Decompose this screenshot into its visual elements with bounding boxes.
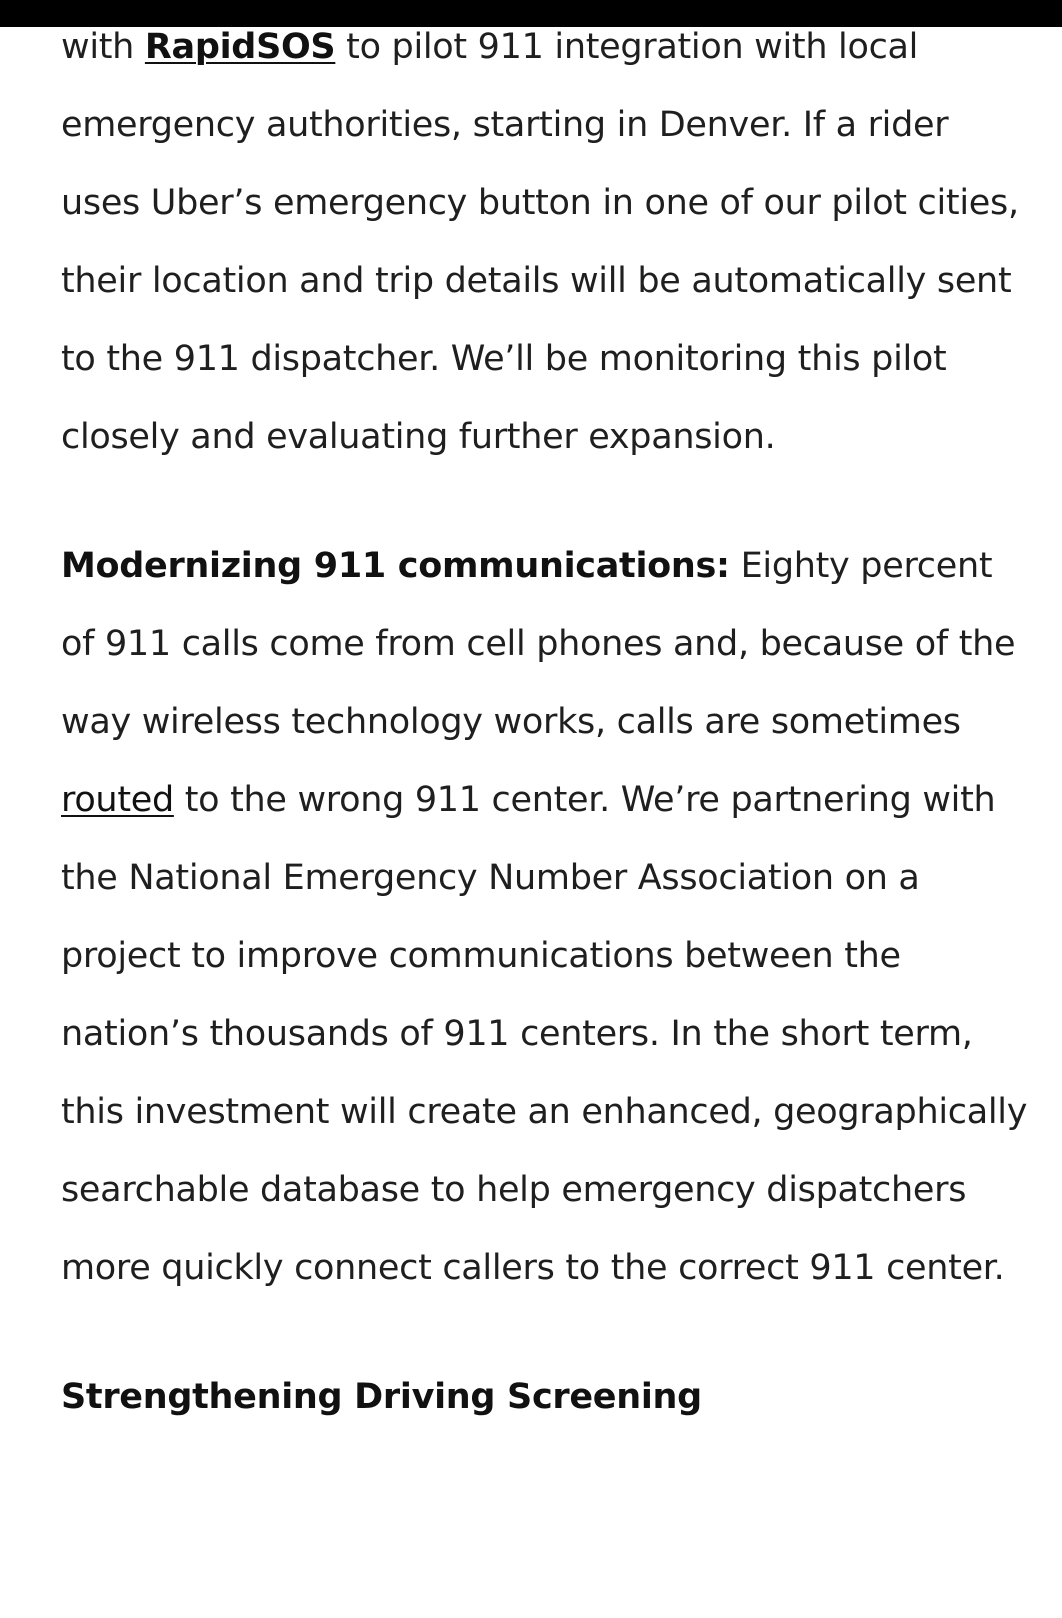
- paragraph-lead: Modernizing 911 communications:: [61, 546, 730, 586]
- paragraph-text: Eighty percent of 911 calls come from cell phones and, because of the way wireless technology works, calls are sometimes: [61, 546, 1016, 742]
- paragraph-rapidsos: [61, 8, 1036, 476]
- routed-link[interactable]: routed: [61, 780, 174, 820]
- article-body: [61, 8, 1036, 1436]
- paragraph-text: to the wrong 911 center. We’re partnering with the National Emergency Number Association on a project to improve communications between the nation’s thousands of 911 centers. In the short term, this investment will create an enhanced, geographically searchable database to help emergency dispatchers more quickly connect callers to the correct 911 center.: [61, 780, 1028, 1288]
- paragraph-text: to pilot 911 integration with local emergency authorities, starting in Denver. If a rider uses Uber’s emergency button in one of our pilot cities, their location and trip details will be automatically sent to the 911 dispatcher. We’ll be monitoring this pilot closely and evaluating further expansion.: [61, 27, 1019, 457]
- rapidsos-link[interactable]: RapidSOS: [144, 27, 336, 67]
- paragraph-911-communications: [61, 527, 1036, 1307]
- paragraph-text: with: [61, 27, 145, 67]
- section-heading: Strengthening Driving Screening: [61, 1377, 702, 1417]
